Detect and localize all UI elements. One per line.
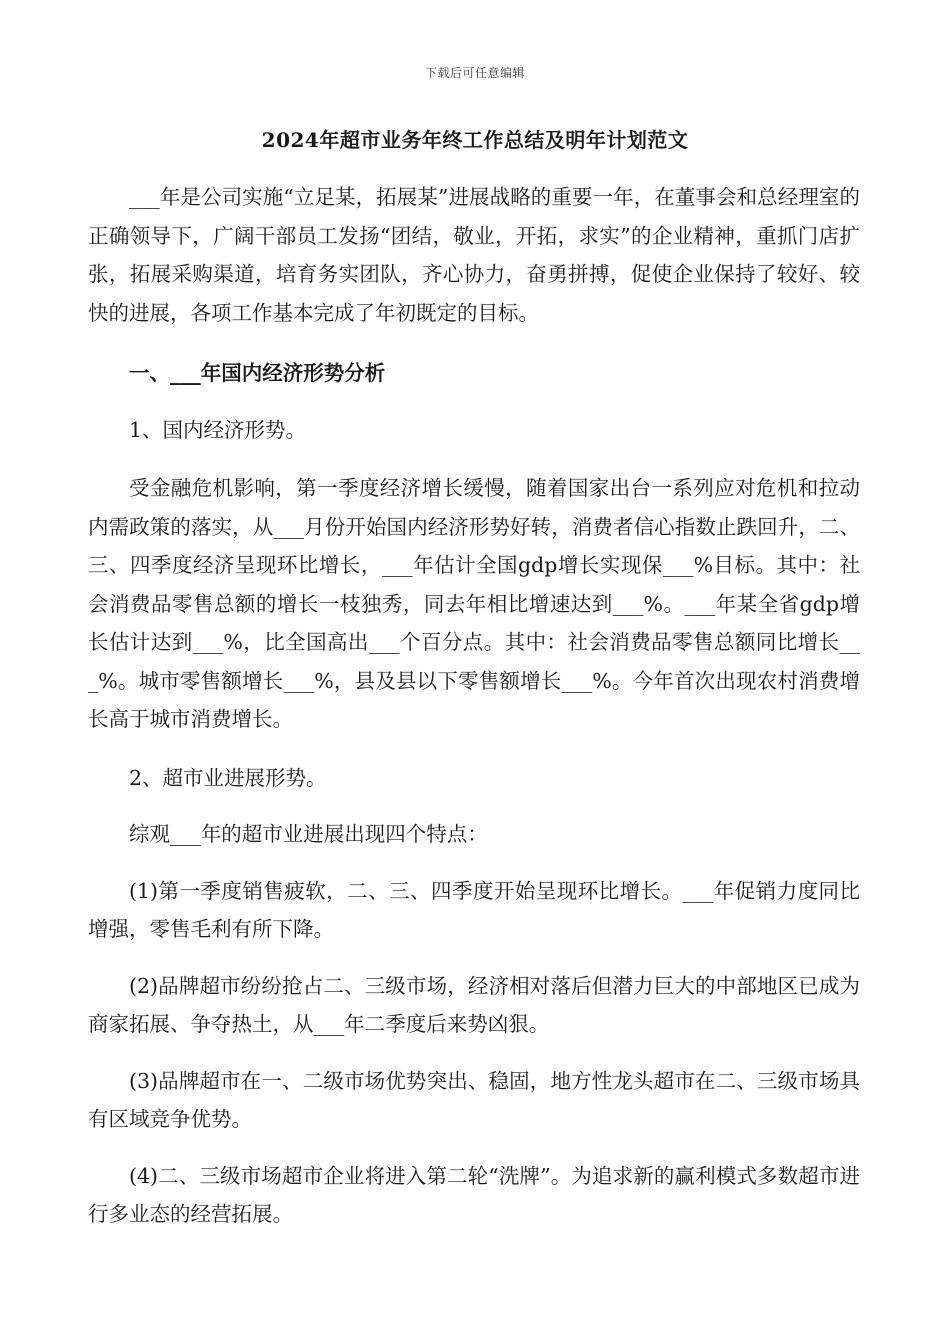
subsection-heading-2: 2、超市业进展形势。 bbox=[129, 765, 327, 790]
section-heading: 一、___年国内经济形势分析 bbox=[129, 361, 386, 385]
list-item: (1)第一季度销售疲软，二、三、四季度开始呈现环比增长。___年促销力度同比增强，零售毛利有所下降。 bbox=[88, 878, 860, 941]
list-item: (2)品牌超市纷纷抢占二、三级市场，经济相对落后但潜力巨大的中部地区已成为商家拓展、争夺热土，从___年二季度后来势凶狠。 bbox=[88, 973, 860, 1036]
document-title: 2024年超市业务年终工作总结及明年计划范文 bbox=[261, 128, 689, 152]
header-note: 下载后可任意编辑 bbox=[424, 66, 525, 80]
subsection-heading-1: 1、国内经济形势。 bbox=[129, 417, 307, 442]
economy-paragraph: 受金融危机影响，第一季度经济增长缓慢，随着国家出台一系列应对危机和拉动内需政策的落实，从___月份开始国内经济形势好转，消费者信心指数止跌回升，二、三、四季度经济呈现环比增长，___年估计全国gdp增长实现保___%目标。其中：社会消费品零售总额的增长一枝独秀，同去年相比增速达到___%。___年某全省gdp增长估计达到___%，比全国高出___个百分点。其中：社会消费品零售总额同比增长___%。城市零售额增长___%，县及县以下零售额增长___%。今年首次出现农村消费增长高于城市消费增长。 bbox=[88, 476, 860, 731]
intro-paragraph: ___年是公司实施“立足某，拓展某”进展战略的重要一年，在董事会和总经理室的正确领导下，广阔干部员工发扬“团结，敬业，开拓，求实”的企业精神，重抓门店扩张，拓展采购渠道，培育务实团队，齐心协力，奋勇拼搏，促使企业保持了较好、较快的进展，各项工作基本完成了年初既定的目标。 bbox=[88, 185, 860, 325]
list-item: (4)二、三级市场超市企业将进入第二轮“洗牌”。为追求新的赢利模式多数超市进行多业态的经营拓展。 bbox=[88, 1163, 860, 1226]
document-body bbox=[88, 178, 860, 1234]
features-intro: 综观___年的超市业进展出现四个特点： bbox=[129, 822, 488, 846]
list-item: (3)品牌超市在一、二级市场优势突出、稳固，地方性龙头超市在二、三级市场具有区域竞争优势。 bbox=[88, 1068, 860, 1131]
